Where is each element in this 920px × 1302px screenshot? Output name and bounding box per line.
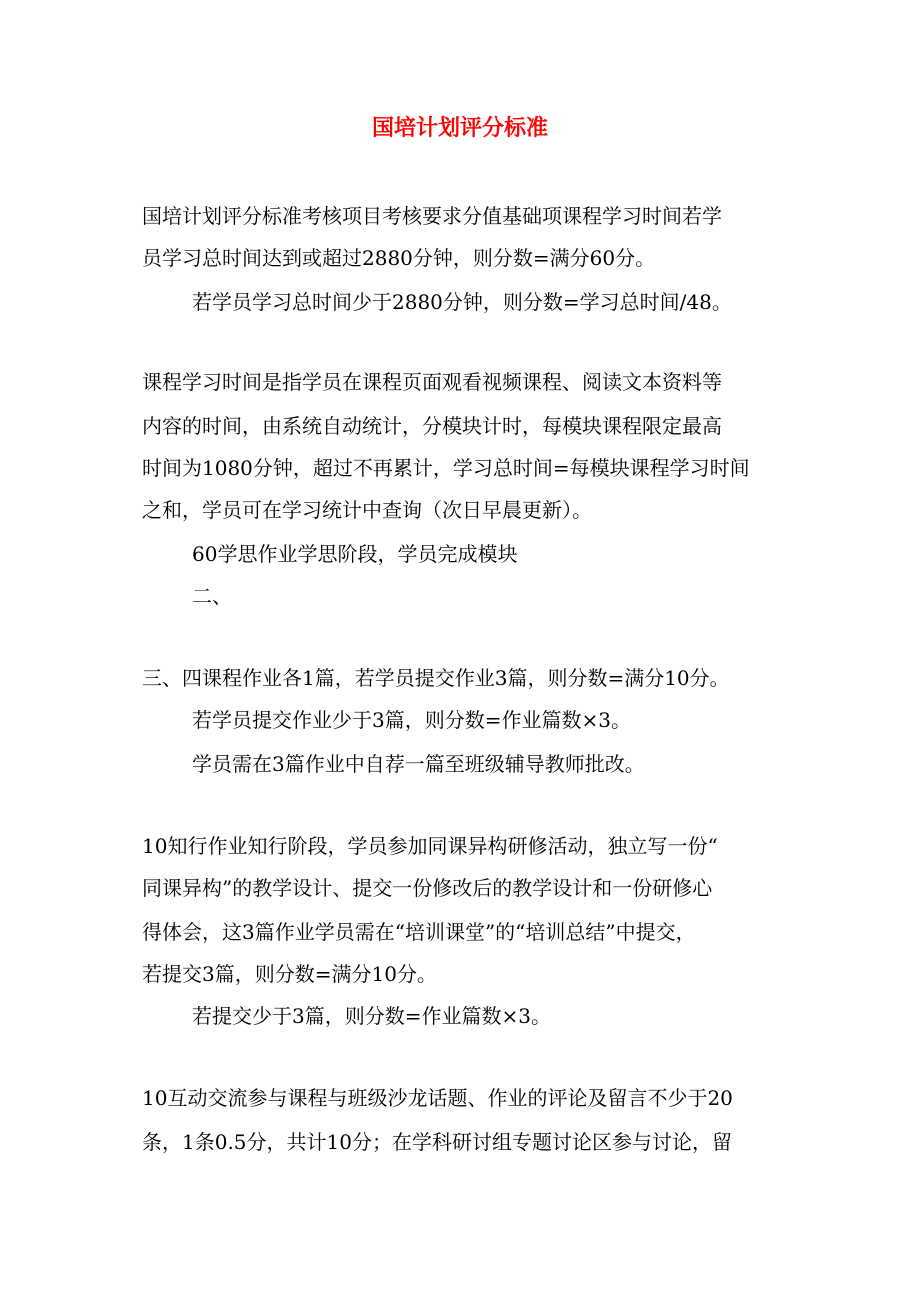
paragraph-line: 10互动交流参与课程与班级沙龙话题、作业的评论及留言不少于20 [142, 1086, 733, 1110]
paragraph-line: 时间为1080分钟，超过不再累计，学习总时间=每模块课程学习时间 [142, 456, 750, 480]
paragraph-line: 60学思作业学思阶段，学员完成模块 [192, 542, 518, 566]
paragraph-line: 条，1条0.5分，共计10分；在学科研讨组专题讨论区参与讨论，留 [142, 1130, 732, 1154]
paragraph-line: 内容的时间，由系统自动统计，分模块计时，每模块课程限定最高 [142, 414, 722, 438]
paragraph-line: 员学习总时间达到或超过2880分钟，则分数=满分60分。 [142, 246, 656, 270]
paragraph-line: 课程学习时间是指学员在课程页面观看视频课程、阅读文本资料等 [142, 370, 722, 394]
paragraph-line: 若提交少于3篇，则分数=作业篇数×3。 [192, 1004, 551, 1028]
paragraph-line: 10知行作业知行阶段，学员参加同课异构研修活动，独立写一份“ [142, 834, 718, 858]
paragraph-line: 同课异构”的教学设计、提交一份修改后的教学设计和一份研修心 [142, 876, 713, 900]
paragraph-line: 国培计划评分标准考核项目考核要求分值基础项课程学习时间若学 [142, 204, 722, 228]
paragraph-line: 若学员提交作业少于3篇，则分数=作业篇数×3。 [192, 708, 631, 732]
paragraph-line: 学员需在3篇作业中自荐一篇至班级辅导教师批改。 [192, 752, 645, 776]
paragraph-line: 若学员学习总时间少于2880分钟，则分数=学习总时间/48。 [192, 290, 732, 314]
paragraph-line: 若提交3篇，则分数=满分10分。 [142, 962, 437, 986]
paragraph-line: 得体会，这3篇作业学员需在“培训课堂”的“培训总结”中提交， [142, 920, 696, 944]
paragraph-line: 二、 [192, 584, 232, 608]
paragraph-line: 三、四课程作业各1篇，若学员提交作业3篇，则分数=满分10分。 [142, 666, 730, 690]
document-title: 国培计划评分标准 [371, 115, 548, 141]
paragraph-line: 之和，学员可在学习统计中查询（次日早晨更新）。 [142, 498, 592, 522]
